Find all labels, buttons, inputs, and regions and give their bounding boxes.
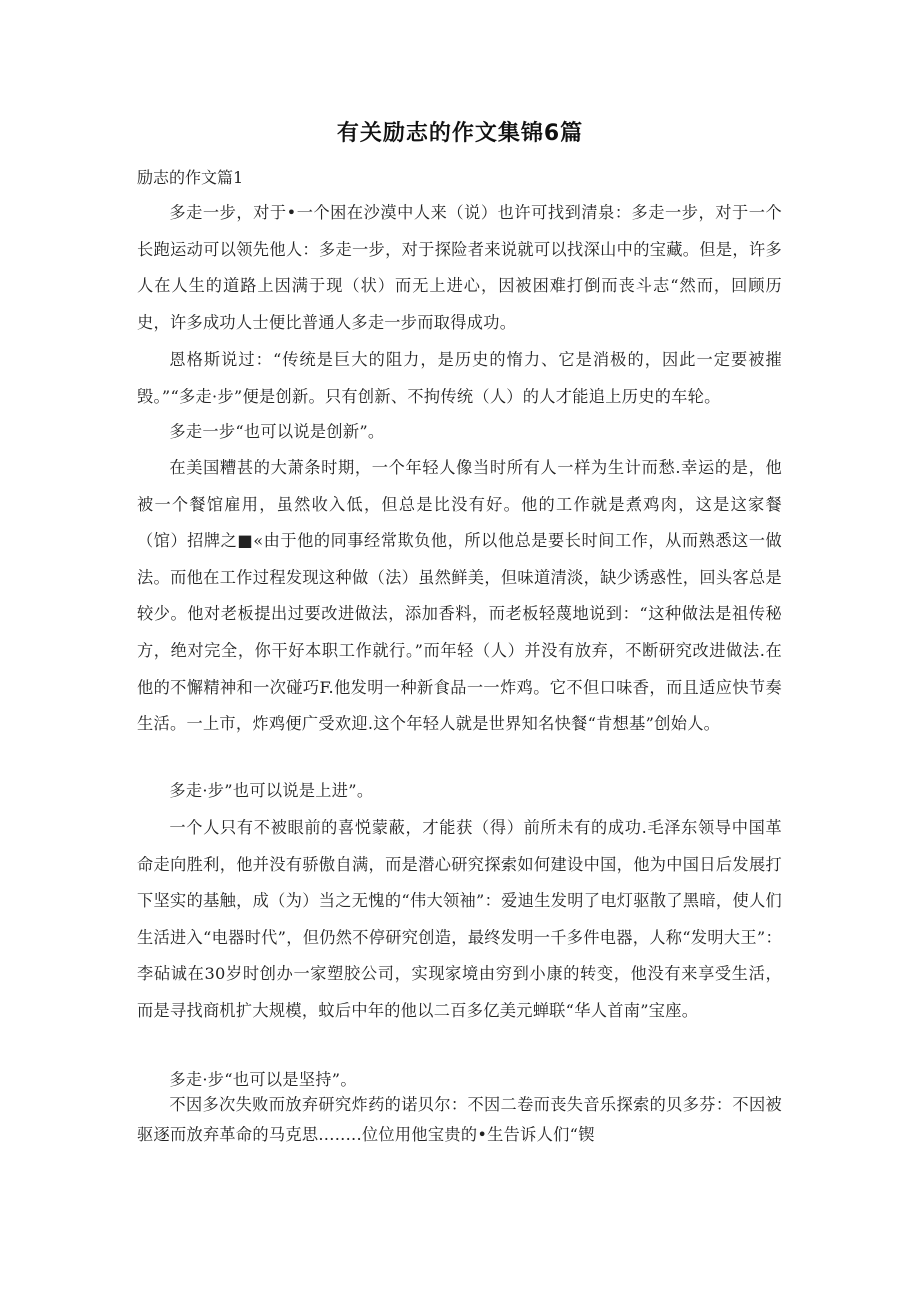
paragraph: 多走一步“也可以说是创新”。 [169,422,385,441]
document-title: 有关励志的作文集锦6篇 [336,121,584,146]
paragraph: 多走一步，对于•一个困在沙漠中人来（说）也许可找到清泉：多走一步，对于一个长跑运动可以领先他人：多走一步，对于探险者来说就可以找深山中的宝藏。但是，许多人在人生的道路上因满于现（状）而无上进心，因被困难打倒而丧斗志“然而，回顾历史，许多成功人士便比普通人多走一步而取得成功。 [137,203,782,332]
paragraph: 多走·步“也可以是坚持”。 [169,1070,357,1089]
paragraph: 在美国糟甚的大萧条时期，一个年轻人像当时所有人一样为生计而愁.幸运的是，他被一个餐馆雇用，虽然收入低，但总是比没有好。他的工作就是煮鸡肉，这是这家餐（馆）招牌之■«由于他的同事经常欺负他，所以他总是要长时间工作，从而熟悉这一做法。而他在工作过程发现这种做（法）虽然鲜美，但味道清淡，缺少诱惑性，回头客总是较少。他对老板提出过要改进做法，添加香料，而老板轻蔑地说到：“这种做法是祖传秘方，绝对完全，你干好本职工作就行。”而年轻（人）并没有放弃，不断研究改进做法.在他的不懈精神和一次碰巧F.他发明一种新食品一一炸鸡。它不但口味香，而且适应快节奏生活。一上市，炸鸡便广受欢迎.这个年轻人就是世界知名快餐“肯想基”创始人。 [137,458,782,734]
paragraph: 恩格斯说过：“传统是巨大的阻力，是历史的惰力、它是消极的，因此一定要被摧毁。”“多走·步”便是创新。只有创新、不拘传统（人）的人才能追上历史的车轮。 [137,350,782,406]
paragraph: 不因多次失败而放弃研究炸药的诺贝尔：不因二卷而丧失音乐探索的贝多芬：不因被驱逐而放弃革命的马克思........位位用他宝贵的•生告诉人们“锲 [137,1095,782,1144]
paragraph: 多走·步”也可以说是上进”。 [169,781,374,800]
section-heading: 励志的作文篇1 [137,168,244,187]
paragraph: 一个人只有不被眼前的喜悦蒙蔽，才能获（得）前所未有的成功.毛泽东领导中国革命走向胜利，他并没有骄傲自满，而是潜心研究探索如何建设中国，他为中国日后发展打下坚实的基触，成（为）当之无愧的“伟大领袖”：爱迪生发明了电灯驱散了黑暗，使人们生活进入“电器时代”，但仍然不停研究创造，最终发明一千多件电器，人称“发明大王”：李砧诚在30岁时创办一家塑胶公司，实现家境由穷到小康的转变，他没有来享受生活，而是寻找商机扩大规模，蚊后中年的他以二百多亿美元蝉联“华人首南”宝座。 [137,818,782,1020]
